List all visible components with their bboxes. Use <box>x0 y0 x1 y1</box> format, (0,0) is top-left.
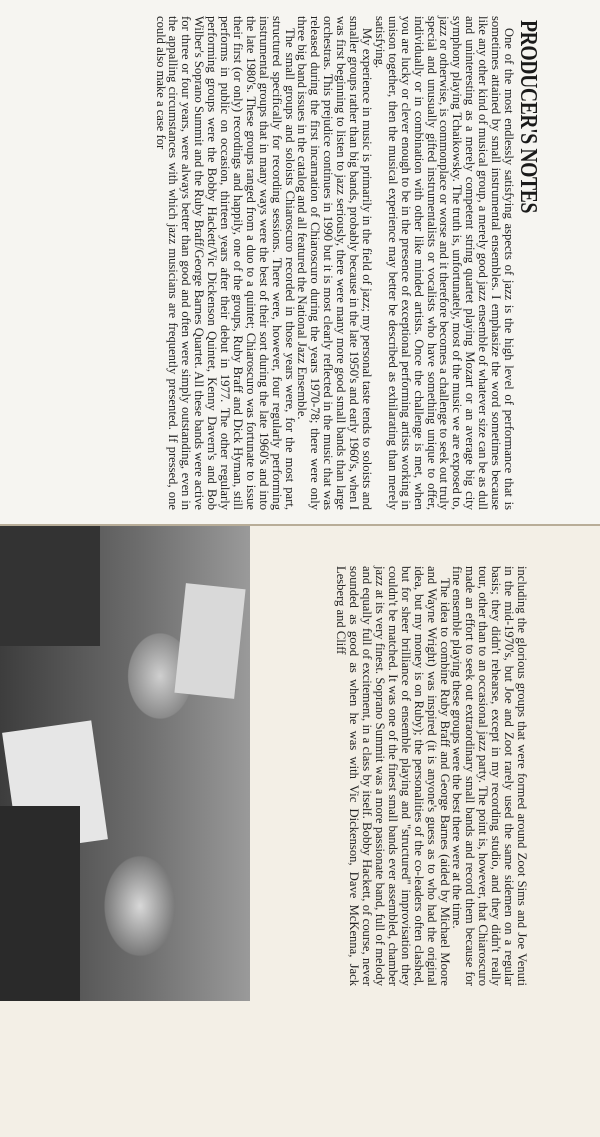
paragraph: My experience in music is primarily in the field of jazz; my personal taste tends to soloists and smaller groups rather than big bands, probably because in the late 1950's and early 1960's, when I was first beginning to listen to jazz seriously, there were many more good small bands than large orchestras. This prejudice continues in 1990 but it is most clearly reflected in the music that was released during the first incarnation of Chiaroscuro during the years 1970-78; there were only three big band issues in the catalog and all featured the National Jazz Ensemble. <box>295 16 375 510</box>
photo-shadow <box>0 526 100 646</box>
producers-notes-column <box>154 16 540 510</box>
paragraph: One of the most endlessly satisfying aspects of jazz is the high level of performance that is sometimes attained by small instrumental ensembles. I emphasize the word sometimes because like any other kind of musical group, a merely good jazz ensemble of whatever size can be as dull and uninteresting as a merely competent string quartet playing Mozart or an average big city symphony playing Tchaikowsky. The truth is, unfortunately, most of the music we are exposed to, jazz or otherwise, is commonplace or worse and it therefore becomes a challenge to seek out truly special and unusually gifted instrumentalists or vocalists who have something unique to offer, individually or in combination with other like minded artists. Once the challenge is met, when you are lucky or clever enough to be in the presence of exceptional performing artists working in unison together, then the musical experience may better be described as exhilarating than merely satisfying. <box>372 16 516 510</box>
right-page <box>0 526 600 1137</box>
continued-notes-column <box>334 566 528 986</box>
photo-shadow <box>0 806 80 1001</box>
paragraph: The small groups and soloists Chiaroscuro recorded in those years were, for the most part, structured specifically for recording sessions. There were, however, four regularly performing instrumental groups that in many ways were the best of their sort during the late 1960's and into the late 1980's. These groups ranged from a duo to a quintet; Chiaroscuro was fortunate to issue their first (or only) recordings and happily, one of the groups, Ruby Braff and Dick Hyman, still performs in public on occasion, thirteen years after their debut in 1977. The other regularly performing groups were the Bobby Hackett/Vic Dickenson Quintet, Kenny Davern's and Bob Wilber's Soprano Summit and the Ruby Braff/George Barnes Quartet. All these bands were active for three or four years, were always better than good and often were simply outstanding, even in the appalling circumstances with which jazz musicians are frequently presented. If pressed, one could also make a case for <box>153 16 297 510</box>
musicians-photo <box>0 526 250 1001</box>
sheet-music-shape <box>174 583 245 699</box>
paragraph: including the glorious groups that were formed around Zoot Sims and Joe Venuti in the mid-1970's, but Joe and Zoot rarely used the same sidemen on a regular basis; they didn't rehearse, except in my recording studio, and they didn't really tour, other than to an occasional jazz party. The point is, however, that Chiaroscuro made an effort to seek out extraordinary small bands and record them because for fine ensemble playing these groups were the best there were at the time. <box>450 566 529 986</box>
left-page <box>0 0 600 526</box>
paragraph: The idea to combine Ruby Braff and George Barnes (aided by Michael Moore and Wayne Wright) was inspired (it is anyone's guess as to who had the original idea, but my money is on Ruby); the personalities of the co-leaders often clashed, but for sheer brilliance of ensemble playing and "structured" improvisation they couldn't be matched. It was one of the finest small bands ever assembled, chamber jazz at its very finest. Soprano Summit was a more passionate band, full of melody and equally full of excitement, in a class by itself. Bobby Hackett, of course, never sounded as good as when he was with Vic Dickenson, Dave McKenna, Jack Lesberg and Cliff <box>334 566 452 986</box>
page-title: PRODUCER'S NOTES <box>515 20 541 214</box>
